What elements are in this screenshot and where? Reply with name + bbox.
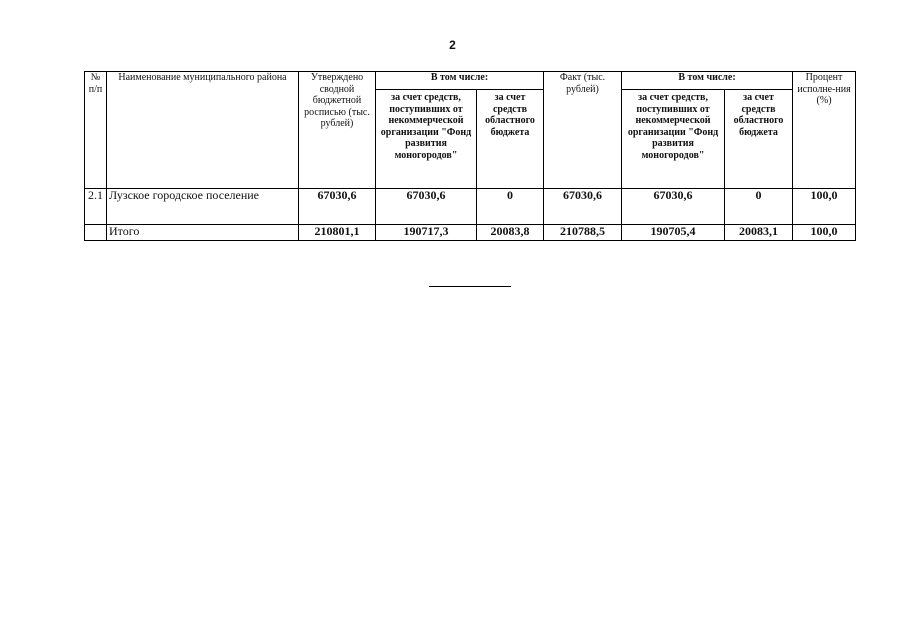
header-name: Наименование муниципального района — [107, 72, 299, 189]
header-percent: Процент исполне-ния (%) — [793, 72, 856, 189]
total-approved: 210801,1 — [299, 225, 376, 241]
subheader-fact-regional: за счет средств областного бюджета — [725, 90, 793, 189]
total-percent: 100,0 — [793, 225, 856, 241]
total-num — [85, 225, 107, 241]
table-row — [85, 189, 856, 225]
total-fact: 210788,5 — [544, 225, 622, 241]
budget-execution-table — [84, 71, 856, 241]
total-fact-regional: 20083,1 — [725, 225, 793, 241]
row-num: 2.1 — [85, 189, 107, 225]
header-incl-fact: В том числе: — [622, 72, 793, 90]
header-num: № п/п — [85, 72, 107, 189]
header-approved: Утверждено сводной бюджетной росписью (тыс. рублей) — [299, 72, 376, 189]
subheader-approved-npo: за счет средств, поступивших от некоммерческой организации "Фонд развития моногородов" — [376, 90, 477, 189]
row-fact-regional: 0 — [725, 189, 793, 225]
total-row — [85, 225, 856, 241]
row-percent: 100,0 — [793, 189, 856, 225]
row-name: Лузское городское поселение — [107, 189, 299, 225]
row-fact-npo: 67030,6 — [622, 189, 725, 225]
row-approved: 67030,6 — [299, 189, 376, 225]
row-approved-npo: 67030,6 — [376, 189, 477, 225]
total-fact-npo: 190705,4 — [622, 225, 725, 241]
header-incl-approved: В том числе: — [376, 72, 544, 90]
total-approved-regional: 20083,8 — [477, 225, 544, 241]
header-row — [85, 72, 856, 90]
end-divider — [429, 286, 511, 287]
page-number: 2 — [449, 38, 456, 52]
subheader-fact-npo: за счет средств, поступивших от некоммерческой организации "Фонд развития моногородов" — [622, 90, 725, 189]
total-approved-npo: 190717,3 — [376, 225, 477, 241]
row-fact: 67030,6 — [544, 189, 622, 225]
subheader-approved-regional: за счет средств областного бюджета — [477, 90, 544, 189]
header-fact: Факт (тыс. рублей) — [544, 72, 622, 189]
row-approved-regional: 0 — [477, 189, 544, 225]
total-name: Итого — [107, 225, 299, 241]
